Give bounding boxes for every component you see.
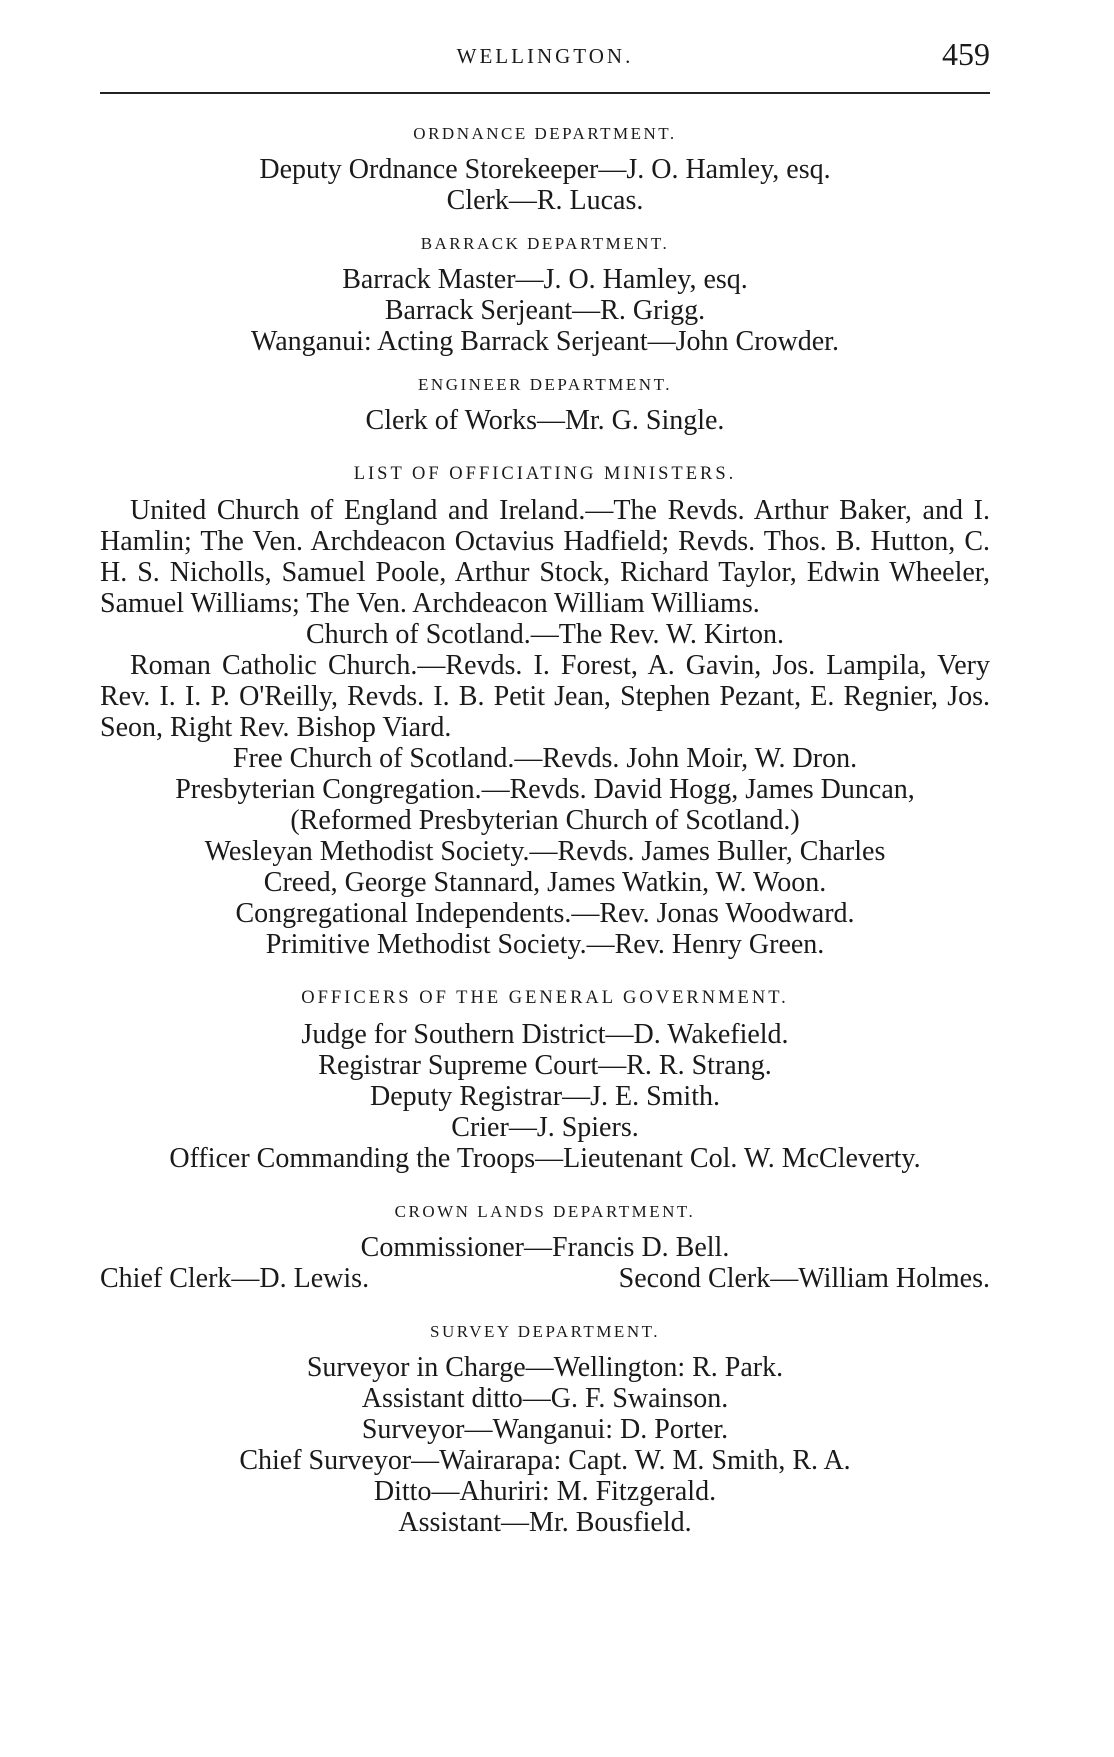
ministers-presbyterian: Presbyterian Congregation.—Revds. David Hogg, James Duncan, xyxy=(175,774,915,805)
barrack-heading: BARRACK DEPARTMENT. xyxy=(420,234,670,253)
ministers-scotland: Church of Scotland.—The Rev. W. Kirton. xyxy=(305,619,784,650)
general-government-line: Officer Commanding the Troops—Lieutenant Col. W. McCleverty. xyxy=(169,1143,921,1174)
engineer-heading: ENGINEER DEPARTMENT. xyxy=(418,375,672,394)
ministers-congregational: Congregational Independents.—Rev. Jonas Woodward. xyxy=(235,898,855,929)
barrack-line: Barrack Master—J. O. Hamley, esq. xyxy=(342,264,748,295)
ordnance-line: Clerk—R. Lucas. xyxy=(446,185,644,216)
general-government-line: Deputy Registrar—J. E. Smith. xyxy=(370,1081,720,1112)
ministers-roman-catholic: Roman Catholic Church.—Revds. I. Forest, A. Gavin, Jos. Lampila, Very Rev. I. I. P. O'Reilly, Revds. I. B. Petit Jean, Stephen Pezant, E. Regnier, Jos. Seon, Right Rev. Bishop Viard. xyxy=(100,650,990,743)
ministers-primitive: Primitive Methodist Society.—Rev. Henry Green. xyxy=(265,929,825,960)
crown-lands-clerks xyxy=(100,1263,990,1294)
survey-line: Ditto—Ahuriri: M. Fitzgerald. xyxy=(373,1476,717,1507)
running-title: WELLINGTON. xyxy=(456,44,634,68)
crown-lands-second-clerk: Second Clerk—William Holmes. xyxy=(618,1263,990,1294)
crown-lands-commissioner: Commissioner—Francis D. Bell. xyxy=(360,1232,730,1263)
ministers-wesleyan-cont: Creed, George Stannard, James Watkin, W. Woon. xyxy=(263,867,827,898)
header-rule xyxy=(100,92,990,94)
general-government-line: Judge for Southern District—D. Wakefield. xyxy=(301,1019,789,1050)
survey-line: Chief Surveyor—Wairarapa: Capt. W. M. Smith, R. A. xyxy=(239,1445,851,1476)
page-number: 459 xyxy=(942,36,990,72)
engineer-line: Clerk of Works—Mr. G. Single. xyxy=(365,405,725,436)
ministers-united-church: United Church of England and Ireland.—The Revds. Arthur Baker, and I. Hamlin; The Ven. Archdeacon Octavius Hadfield; Revds. Thos. B. Hutton, C. H. S. Nicholls, Samuel Poole, Arthur Stock, Richard Taylor, Edwin Wheeler, Samuel Williams; The Ven. Archdeacon William Williams. xyxy=(100,495,990,619)
crown-lands-heading: CROWN LANDS DEPARTMENT. xyxy=(394,1202,696,1221)
general-government-line: Registrar Supreme Court—R. R. Strang. xyxy=(318,1050,772,1081)
survey-line: Surveyor in Charge—Wellington: R. Park. xyxy=(306,1352,784,1383)
ministers-wesleyan: Wesleyan Methodist Society.—Revds. James Buller, Charles xyxy=(204,836,886,867)
ministers-free-church: Free Church of Scotland.—Revds. John Moir, W. Dron. xyxy=(232,743,858,774)
survey-line: Assistant—Mr. Bousfield. xyxy=(398,1507,692,1538)
survey-line: Assistant ditto—G. F. Swainson. xyxy=(361,1383,729,1414)
crown-lands-chief-clerk: Chief Clerk—D. Lewis. xyxy=(100,1263,370,1294)
general-government-line: Crier—J. Spiers. xyxy=(451,1112,639,1143)
ministers-reformed: (Reformed Presbyterian Church of Scotland.) xyxy=(290,805,800,836)
general-government-heading: OFFICERS OF THE GENERAL GOVERNMENT. xyxy=(301,988,789,1008)
survey-line: Surveyor—Wanganui: D. Porter. xyxy=(361,1414,729,1445)
ordnance-heading: ORDNANCE DEPARTMENT. xyxy=(413,124,677,143)
ordnance-line: Deputy Ordnance Storekeeper—J. O. Hamley, esq. xyxy=(259,154,831,185)
page-content xyxy=(100,124,990,1538)
ministers-heading: LIST OF OFFICIATING MINISTERS. xyxy=(353,464,737,484)
barrack-line: Barrack Serjeant—R. Grigg. xyxy=(384,295,706,326)
running-header xyxy=(100,36,990,80)
barrack-line: Wanganui: Acting Barrack Serjeant—John Crowder. xyxy=(251,326,839,357)
survey-heading: SURVEY DEPARTMENT. xyxy=(430,1322,660,1341)
